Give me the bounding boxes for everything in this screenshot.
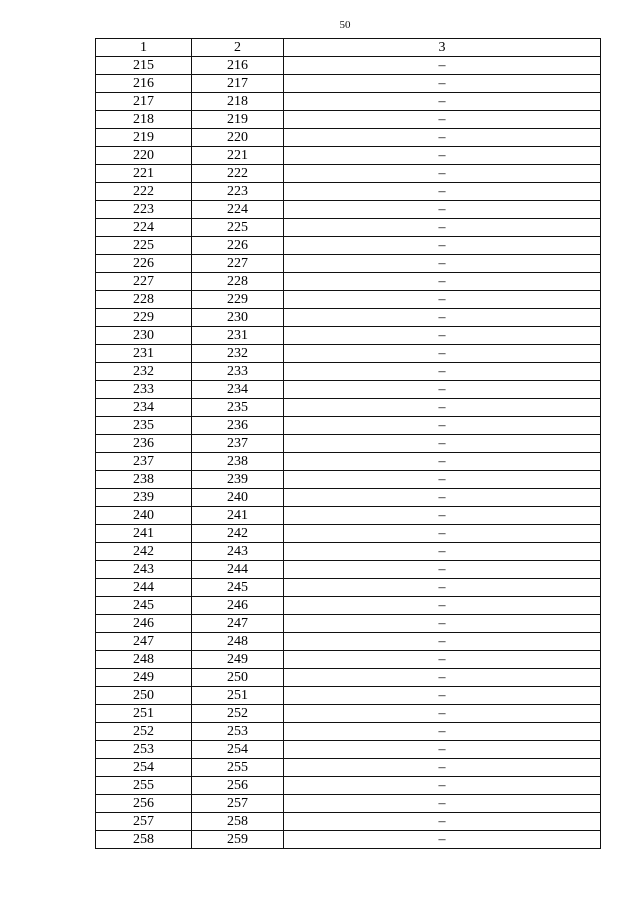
table-cell-col3: – bbox=[284, 687, 601, 705]
table-cell-col1: 227 bbox=[96, 273, 192, 291]
table-cell-col2: 232 bbox=[192, 345, 284, 363]
table-row bbox=[96, 219, 601, 237]
table-cell-col2: 235 bbox=[192, 399, 284, 417]
table-cell-col1: 245 bbox=[96, 597, 192, 615]
table-cell-col2: 236 bbox=[192, 417, 284, 435]
table-row bbox=[96, 813, 601, 831]
table-row bbox=[96, 723, 601, 741]
table-cell-col2: 255 bbox=[192, 759, 284, 777]
table-cell-col3: – bbox=[284, 201, 601, 219]
table-cell-col1: 251 bbox=[96, 705, 192, 723]
table-row bbox=[96, 759, 601, 777]
table-cell-col3: – bbox=[284, 183, 601, 201]
table-cell-col1: 233 bbox=[96, 381, 192, 399]
table-cell-col2: 221 bbox=[192, 147, 284, 165]
table-row bbox=[96, 417, 601, 435]
table-row bbox=[96, 381, 601, 399]
table-cell-col3: – bbox=[284, 525, 601, 543]
table-cell-col3: – bbox=[284, 669, 601, 687]
table-cell-col1: 217 bbox=[96, 93, 192, 111]
table-cell-col2: 222 bbox=[192, 165, 284, 183]
data-table bbox=[95, 38, 601, 849]
table-row bbox=[96, 165, 601, 183]
table-cell-col3: – bbox=[284, 381, 601, 399]
table-row bbox=[96, 597, 601, 615]
table-cell-col2: 220 bbox=[192, 129, 284, 147]
table-row bbox=[96, 669, 601, 687]
table-cell-col1: 244 bbox=[96, 579, 192, 597]
table-cell-col2: 227 bbox=[192, 255, 284, 273]
table-row bbox=[96, 705, 601, 723]
table-row bbox=[96, 75, 601, 93]
table-cell-col3: – bbox=[284, 453, 601, 471]
table-cell-col3: – bbox=[284, 363, 601, 381]
table-row bbox=[96, 525, 601, 543]
table-cell-col2: 223 bbox=[192, 183, 284, 201]
table-body bbox=[96, 57, 601, 849]
table-cell-col3: – bbox=[284, 741, 601, 759]
table-cell-col3: – bbox=[284, 327, 601, 345]
table-cell-col2: 217 bbox=[192, 75, 284, 93]
table-cell-col2: 254 bbox=[192, 741, 284, 759]
table-cell-col3: – bbox=[284, 273, 601, 291]
table-cell-col2: 225 bbox=[192, 219, 284, 237]
table-row bbox=[96, 687, 601, 705]
table-row bbox=[96, 633, 601, 651]
table-cell-col2: 238 bbox=[192, 453, 284, 471]
table-header bbox=[96, 39, 601, 57]
table-cell-col3: – bbox=[284, 651, 601, 669]
table-cell-col1: 248 bbox=[96, 651, 192, 669]
table-cell-col3: – bbox=[284, 435, 601, 453]
table-row bbox=[96, 489, 601, 507]
table-cell-col3: – bbox=[284, 309, 601, 327]
table-cell-col1: 232 bbox=[96, 363, 192, 381]
table-row bbox=[96, 741, 601, 759]
table-cell-col2: 240 bbox=[192, 489, 284, 507]
table-cell-col3: – bbox=[284, 291, 601, 309]
table-row bbox=[96, 111, 601, 129]
table-cell-col3: – bbox=[284, 489, 601, 507]
table-row bbox=[96, 831, 601, 849]
table-row bbox=[96, 435, 601, 453]
table-row bbox=[96, 129, 601, 147]
table-cell-col2: 253 bbox=[192, 723, 284, 741]
table-cell-col2: 224 bbox=[192, 201, 284, 219]
table-row bbox=[96, 273, 601, 291]
table-cell-col2: 242 bbox=[192, 525, 284, 543]
table-cell-col1: 234 bbox=[96, 399, 192, 417]
table-cell-col3: – bbox=[284, 615, 601, 633]
table-cell-col1: 218 bbox=[96, 111, 192, 129]
table-cell-col3: – bbox=[284, 759, 601, 777]
table-cell-col3: – bbox=[284, 93, 601, 111]
table-cell-col1: 257 bbox=[96, 813, 192, 831]
table-row bbox=[96, 777, 601, 795]
table-cell-col1: 236 bbox=[96, 435, 192, 453]
table-row bbox=[96, 795, 601, 813]
table-cell-col3: – bbox=[284, 219, 601, 237]
table-cell-col1: 215 bbox=[96, 57, 192, 75]
table-cell-col1: 249 bbox=[96, 669, 192, 687]
table-row bbox=[96, 543, 601, 561]
table-row bbox=[96, 327, 601, 345]
table-row bbox=[96, 651, 601, 669]
table-cell-col2: 230 bbox=[192, 309, 284, 327]
table-cell-col1: 254 bbox=[96, 759, 192, 777]
table-cell-col2: 229 bbox=[192, 291, 284, 309]
table-cell-col2: 239 bbox=[192, 471, 284, 489]
table-row bbox=[96, 471, 601, 489]
table-cell-col3: – bbox=[284, 255, 601, 273]
header-row bbox=[96, 39, 601, 57]
table-cell-col2: 246 bbox=[192, 597, 284, 615]
table-cell-col1: 252 bbox=[96, 723, 192, 741]
table-row bbox=[96, 201, 601, 219]
table-cell-col3: – bbox=[284, 147, 601, 165]
table-row bbox=[96, 579, 601, 597]
table-row bbox=[96, 237, 601, 255]
table-cell-col1: 216 bbox=[96, 75, 192, 93]
table-cell-col3: – bbox=[284, 471, 601, 489]
table-cell-col1: 258 bbox=[96, 831, 192, 849]
table-cell-col2: 241 bbox=[192, 507, 284, 525]
table-row bbox=[96, 363, 601, 381]
table-row bbox=[96, 453, 601, 471]
table-cell-col1: 241 bbox=[96, 525, 192, 543]
table-cell-col1: 240 bbox=[96, 507, 192, 525]
table-cell-col2: 244 bbox=[192, 561, 284, 579]
table-cell-col3: – bbox=[284, 507, 601, 525]
table-cell-col2: 233 bbox=[192, 363, 284, 381]
table-cell-col3: – bbox=[284, 633, 601, 651]
table-cell-col3: – bbox=[284, 75, 601, 93]
table-cell-col1: 243 bbox=[96, 561, 192, 579]
table-cell-col3: – bbox=[284, 597, 601, 615]
column-header-1: 1 bbox=[96, 39, 192, 57]
table-cell-col2: 256 bbox=[192, 777, 284, 795]
table-row bbox=[96, 291, 601, 309]
table-cell-col2: 258 bbox=[192, 813, 284, 831]
table-row bbox=[96, 147, 601, 165]
table-cell-col1: 224 bbox=[96, 219, 192, 237]
table-cell-col2: 257 bbox=[192, 795, 284, 813]
table-cell-col1: 222 bbox=[96, 183, 192, 201]
table-cell-col3: – bbox=[284, 345, 601, 363]
column-header-3: 3 bbox=[284, 39, 601, 57]
table-cell-col3: – bbox=[284, 831, 601, 849]
table-cell-col2: 245 bbox=[192, 579, 284, 597]
table-cell-col3: – bbox=[284, 129, 601, 147]
table-row bbox=[96, 183, 601, 201]
table-cell-col2: 228 bbox=[192, 273, 284, 291]
table-cell-col1: 247 bbox=[96, 633, 192, 651]
table-cell-col1: 250 bbox=[96, 687, 192, 705]
table-cell-col2: 259 bbox=[192, 831, 284, 849]
table-cell-col3: – bbox=[284, 813, 601, 831]
table-row bbox=[96, 255, 601, 273]
table-row bbox=[96, 309, 601, 327]
table-cell-col1: 238 bbox=[96, 471, 192, 489]
table-cell-col3: – bbox=[284, 579, 601, 597]
table-cell-col2: 251 bbox=[192, 687, 284, 705]
table-cell-col1: 229 bbox=[96, 309, 192, 327]
table-cell-col3: – bbox=[284, 705, 601, 723]
table-cell-col1: 221 bbox=[96, 165, 192, 183]
table-cell-col1: 246 bbox=[96, 615, 192, 633]
table-cell-col1: 242 bbox=[96, 543, 192, 561]
table-cell-col2: 219 bbox=[192, 111, 284, 129]
table-cell-col1: 225 bbox=[96, 237, 192, 255]
table-cell-col2: 216 bbox=[192, 57, 284, 75]
table-row bbox=[96, 507, 601, 525]
table-cell-col1: 228 bbox=[96, 291, 192, 309]
table-cell-col3: – bbox=[284, 777, 601, 795]
table-cell-col1: 226 bbox=[96, 255, 192, 273]
table-cell-col2: 237 bbox=[192, 435, 284, 453]
table-cell-col3: – bbox=[284, 57, 601, 75]
table-cell-col3: – bbox=[284, 237, 601, 255]
table-cell-col3: – bbox=[284, 561, 601, 579]
table-cell-col1: 220 bbox=[96, 147, 192, 165]
table-cell-col1: 231 bbox=[96, 345, 192, 363]
table-cell-col3: – bbox=[284, 723, 601, 741]
table-cell-col2: 250 bbox=[192, 669, 284, 687]
table-cell-col1: 255 bbox=[96, 777, 192, 795]
table-row bbox=[96, 57, 601, 75]
table-row bbox=[96, 561, 601, 579]
table-cell-col3: – bbox=[284, 111, 601, 129]
table-cell-col3: – bbox=[284, 795, 601, 813]
page-number: 50 bbox=[339, 19, 351, 31]
table-cell-col1: 253 bbox=[96, 741, 192, 759]
table-cell-col3: – bbox=[284, 165, 601, 183]
table-row bbox=[96, 615, 601, 633]
table-cell-col2: 252 bbox=[192, 705, 284, 723]
table-row bbox=[96, 345, 601, 363]
table-cell-col3: – bbox=[284, 399, 601, 417]
table-cell-col3: – bbox=[284, 543, 601, 561]
table-row bbox=[96, 399, 601, 417]
table-cell-col2: 218 bbox=[192, 93, 284, 111]
table-cell-col1: 235 bbox=[96, 417, 192, 435]
table-cell-col1: 230 bbox=[96, 327, 192, 345]
column-header-2: 2 bbox=[192, 39, 284, 57]
table-cell-col1: 223 bbox=[96, 201, 192, 219]
table-cell-col2: 248 bbox=[192, 633, 284, 651]
table-cell-col2: 247 bbox=[192, 615, 284, 633]
table-cell-col1: 256 bbox=[96, 795, 192, 813]
table-cell-col1: 219 bbox=[96, 129, 192, 147]
table-cell-col1: 239 bbox=[96, 489, 192, 507]
table-cell-col2: 243 bbox=[192, 543, 284, 561]
table-row bbox=[96, 93, 601, 111]
table-cell-col2: 231 bbox=[192, 327, 284, 345]
table-cell-col2: 249 bbox=[192, 651, 284, 669]
table-cell-col2: 226 bbox=[192, 237, 284, 255]
table-cell-col2: 234 bbox=[192, 381, 284, 399]
table-cell-col3: – bbox=[284, 417, 601, 435]
table-cell-col1: 237 bbox=[96, 453, 192, 471]
